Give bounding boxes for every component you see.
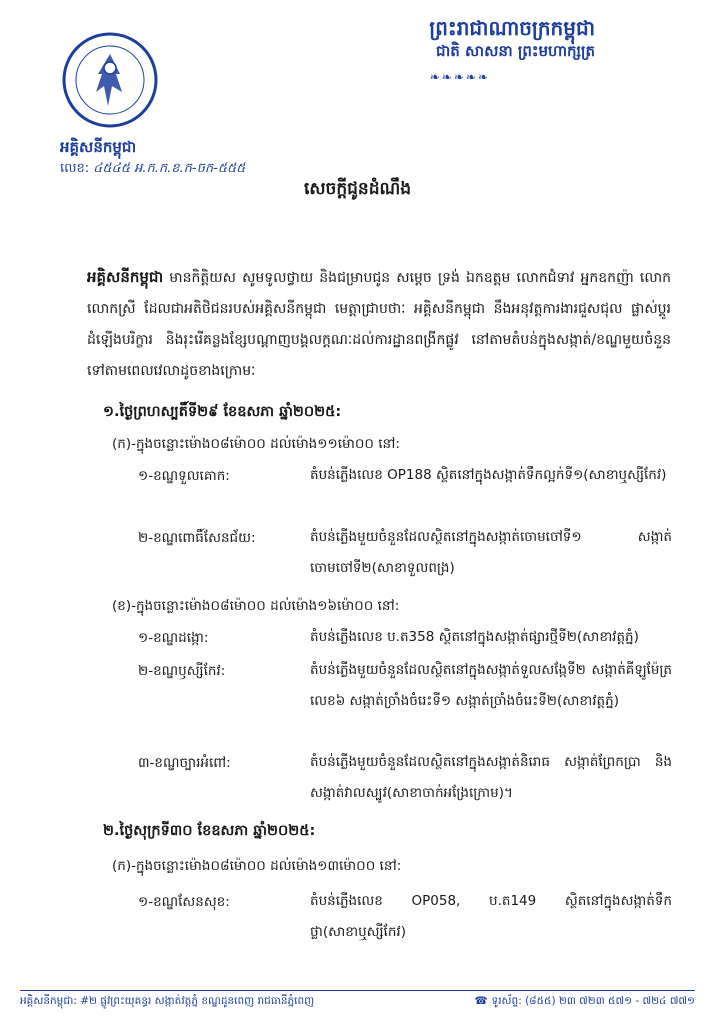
district-label: ១-ខណ្ឌសែនសុខ: [138,894,230,910]
district-label: ១-ខណ្ឌទួលគោក: [138,468,230,484]
district-label: ២-ខណ្ឌពោធិ៍សែនជ័យ: [138,530,256,546]
document-title: សេចក្តីជូនដំណឹង [303,179,412,199]
footer-phone: ទូរស័ព្ទ: (៨៥៥) ២៣ ៧២៣ ៥៧១ - ៧២៤ ៧៧១ [491,995,695,1007]
section-heading: ១.ថ្ងៃព្រហស្បតិ៍ទី២៩ ខែឧសភា ឆ្នាំ២០២៥: [103,404,342,420]
time-slot: (ក)-ក្នុងចន្លោះម៉ោង០៨ម៉ោ០០ ដល់ម៉ោង១១ម៉ោ០០ នៅ: [112,436,400,452]
intro-paragraph [87,262,671,387]
time-slot: (ខ)-ក្នុងចន្លោះម៉ោង០៨ម៉ោ០០ ដល់ម៉ោង១៦ម៉ោ០០ នៅ: [112,598,400,614]
district-area-text: តំបន់ភ្លើងលេខ OP188 ស្ថិតនៅក្នុងសង្កាត់ទឹកល្អក់ទី១(សាខាឬស្សីកែវ) [310,467,667,483]
edc-logo [60,30,160,130]
district-area-text: តំបន់ភ្លើងលេខ ប.ត358 ស្ថិតនៅក្នុងសង្កាត់ផ្សារថ្មីទី២(សាខាវត្តភ្នំ) [310,629,639,645]
time-slot: (ក)-ក្នុងចន្លោះម៉ោង០៨ម៉ោ០០ ដល់ម៉ោង១៣ម៉ោ០០ នៅ: [112,858,402,874]
section-heading: ២.ថ្ងៃសុក្រទី៣០ ខែឧសភា ឆ្នាំ២០២៥: [103,823,316,839]
national-motto: ជាតិ សាសនា ព្រះមហាក្សត្រ [436,42,595,60]
kingdom-title: ព្រះរាជាណាចក្រកម្ពុជា [429,16,595,40]
district-area-text: តំបន់ភ្លើងមួយចំនួនដែលស្ថិតនៅក្នុងសង្កាត់ទួលសង្កែទី២ សង្កាត់គីឡូម៉ែត្រលេខ៦ សង្កាត់ច្រាំងចំរេះទី១ សង្កាត់ច្រាំងចំរេះទី២(សាខាវត្តភ្នំ) [310,662,672,709]
footer-address: អគ្គិសនីកម្ពុជា: #២ ផ្លូវព្រះយុគន្ធរ សង្កាត់វត្តភ្នំ ខណ្ឌដូនពេញ រាជធានីភ្នំពេញ [20,995,315,1007]
ornament: ❧❧❧❧❧ [429,70,490,84]
footer-divider [20,990,695,991]
footer-contact [474,995,695,1010]
district-label: ៣-ខណ្ឌច្បារអំពៅ: [138,755,231,771]
district-area-text: តំបន់ភ្លើងលេខ OP058, ប.ត149 ស្ថិតនៅក្នុងសង្កាត់ទឹកថ្លា(សាខាឬស្សីកែវ) [310,893,672,940]
district-area-text: តំបន់ភ្លើងមួយចំនួនដែលស្ថិតនៅក្នុងសង្កាត់ចោមចៅទី១ សង្កាត់ចោមចៅទី២(សាខាទួលពង្រ) [310,529,672,576]
intro-text: មានកិត្តិយស សូមទូលថ្វាយ និងជម្រាបជូន សម្តេច ទ្រង់ ឯកឧត្តម លោកជំទាវ អ្នកឧកញ៉ា លោក លោកស្រី ដែលជាអតិថិជនរបស់អគ្គិសនីកម្ពុជា មេត្តាជ្រាបថាៈ អគ្គិសនីកម្ពុជា នឹងអនុវត្តការងារជួសជុល ផ្លាស់ប្តូរដំឡើងបរិក្ខារ និងរុះរើគន្លងខ្សែបណ្តាញបង្គលក្តណៈដល់ការដ្ឋានពង្រីកផ្លូវ នៅតាមតំបន់ក្នុងសង្កាត់/ខណ្ឌមួយចំនួនទៅតាមពេលវេលាដូចខាងក្រោមៈ [87,270,671,379]
phone-icon: ☎ [474,995,488,1007]
reference-number [60,160,245,179]
district-label: ១-ខណ្ឌដង្កោ: [138,630,209,646]
district-label: ២-ខណ្ឌឫស្សីកែវ: [138,663,226,679]
reference-label: លេខ: [60,161,90,176]
org-name: អគ្គិសនីកម្ពុជា [60,138,137,156]
intro-lead: អគ្គិសនីកម្ពុជា [87,268,164,286]
district-area-text: តំបន់ភ្លើងមួយចំនួនដែលស្ថិតនៅក្នុងសង្កាត់និរោធ សង្កាត់ព្រែកប្រា និងសង្កាត់វាលស្បូវ(សាខាចាក់អង្រែក្រោម)។ [310,754,672,801]
reference-value: ៤៥៤៥ អ.ក.ក.ខ.ក-ចក-៥៥៥ [93,161,246,176]
